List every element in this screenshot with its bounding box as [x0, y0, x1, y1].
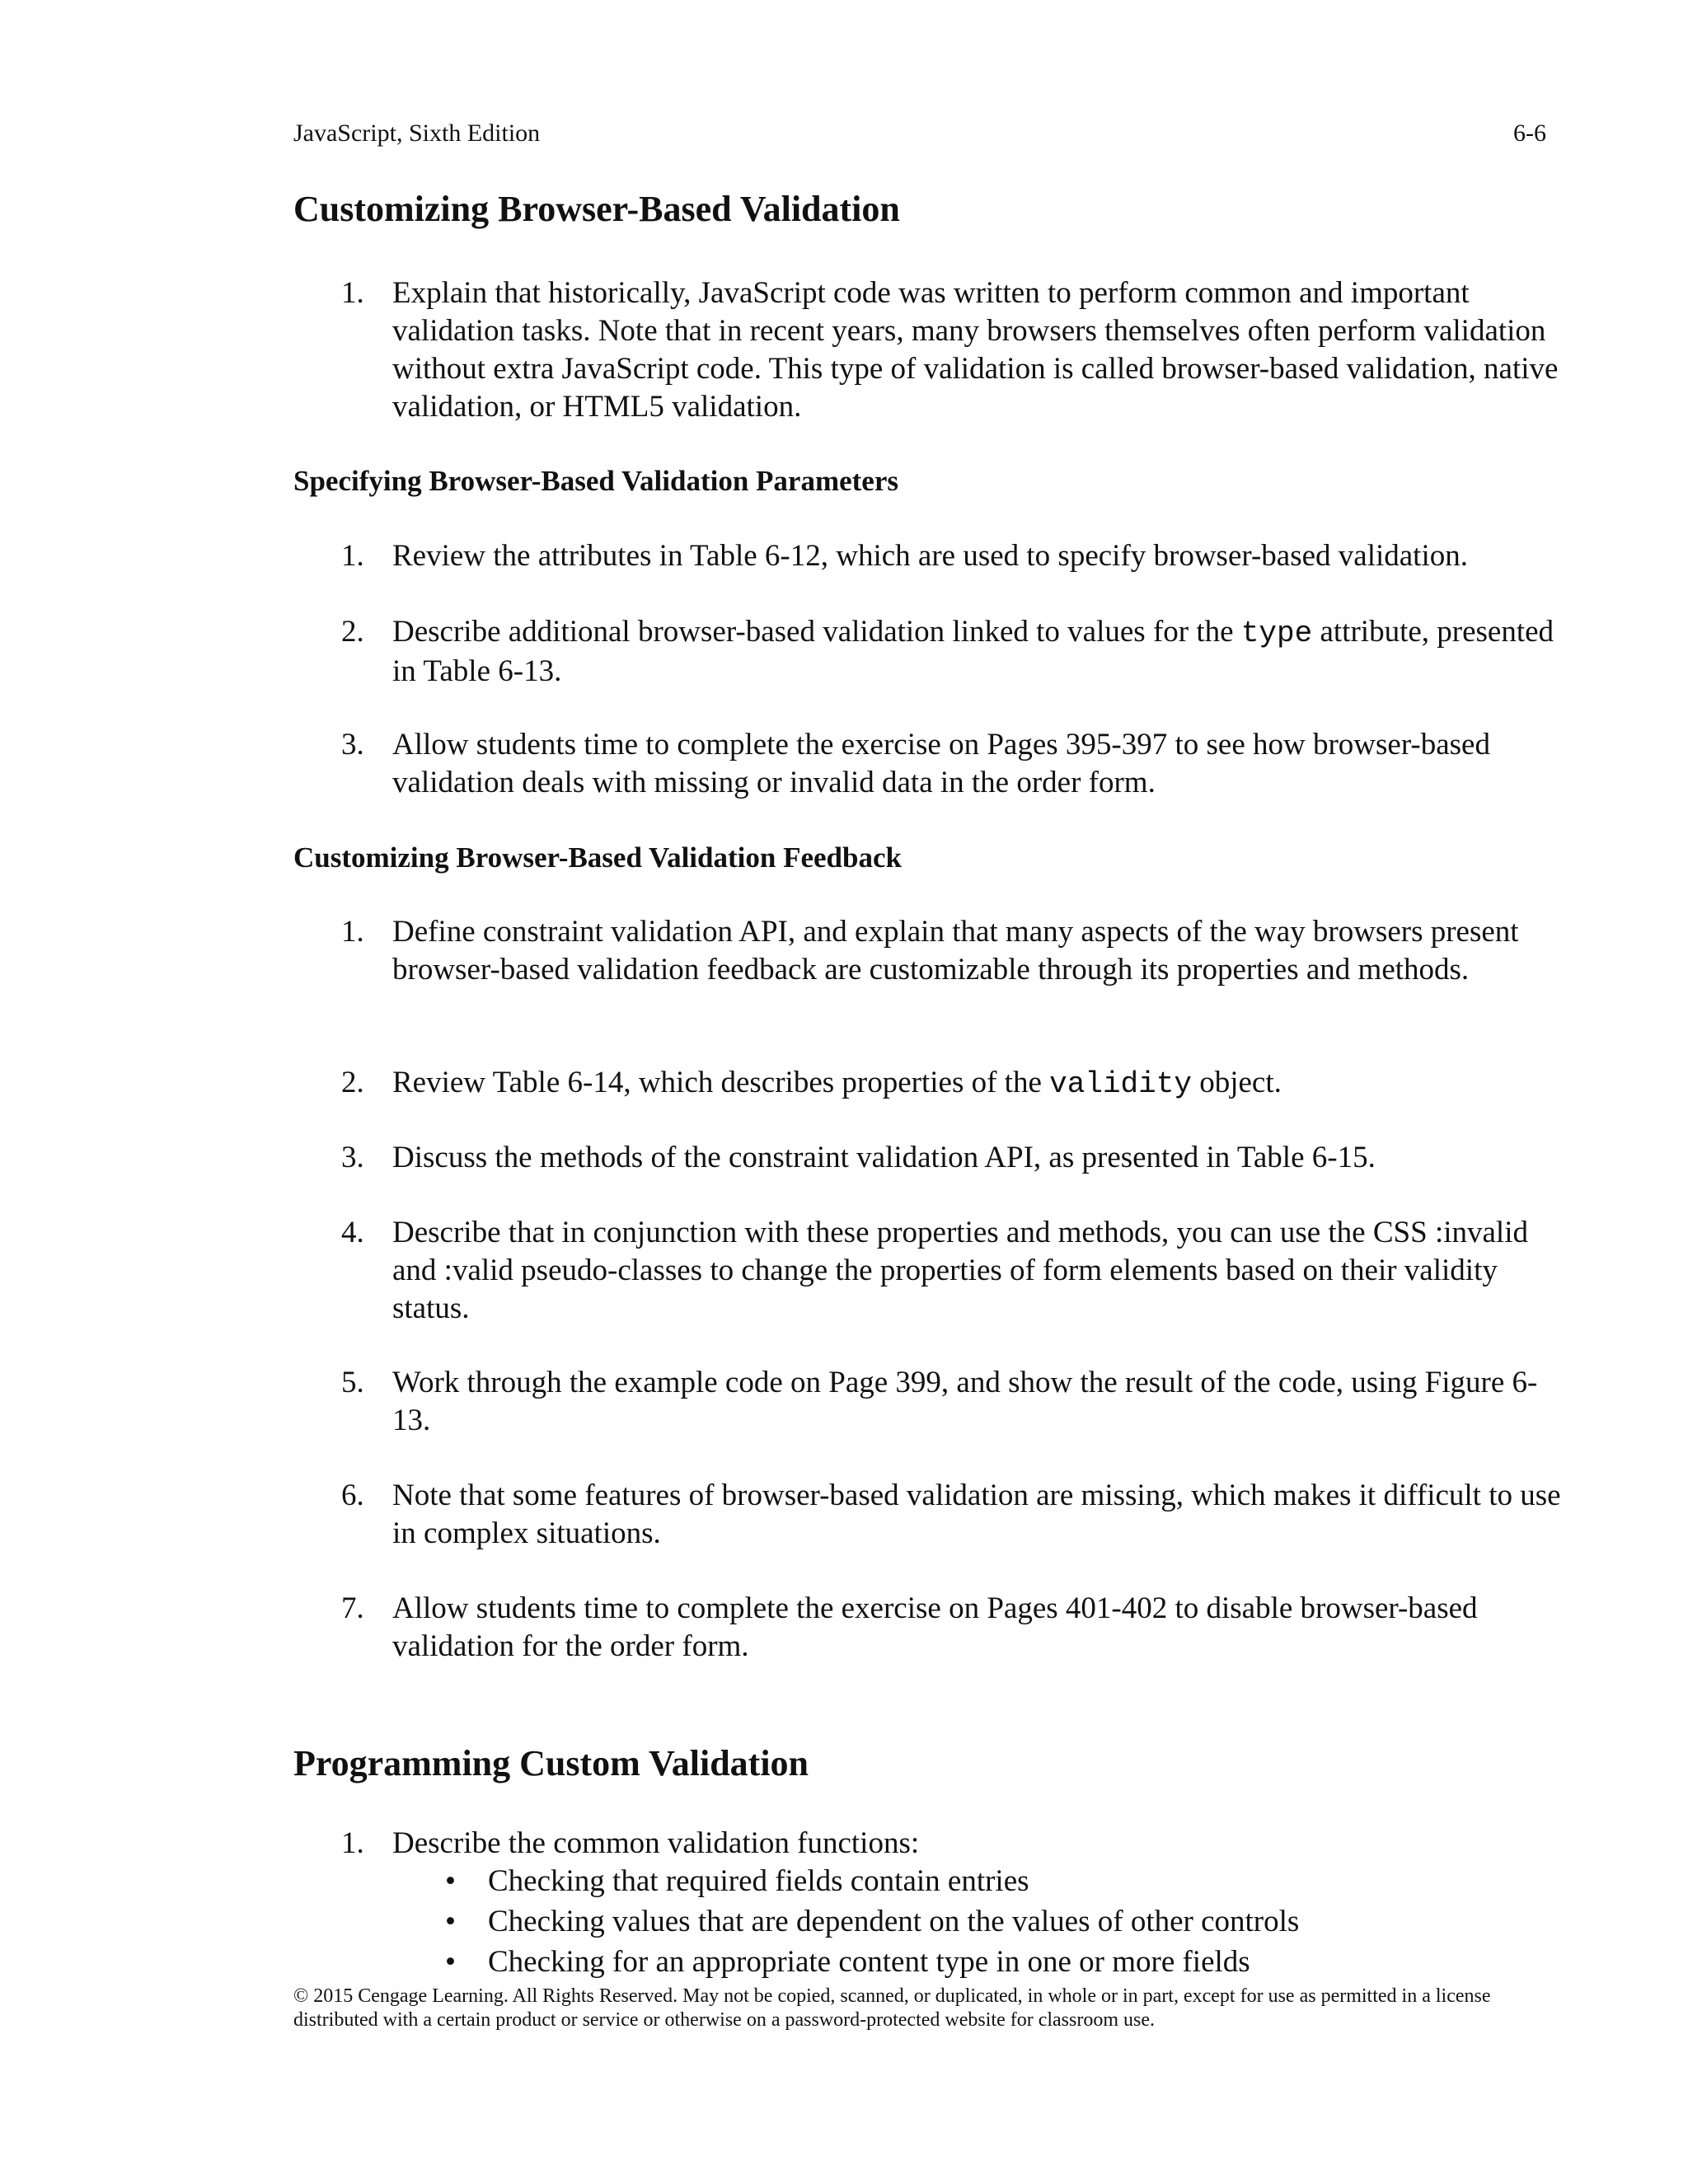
- list-item: [341, 1825, 1561, 1863]
- list-text: Work through the example code on Page 399, and show the result of the code, using Figure 6-13.: [392, 1366, 1538, 1437]
- list-text: Review the attributes in Table 6-12, which are used to specify browser-based validation.: [392, 539, 1468, 573]
- list-number: 1.: [341, 539, 364, 573]
- bullet-icon: •: [445, 1945, 456, 1979]
- list-text: Define constraint validation API, and explain that many aspects of the way browsers present browser-based validation feedback are customizable through its properties and methods.: [392, 915, 1519, 987]
- list-number: 3.: [341, 1141, 364, 1174]
- list-text: Note that some features of browser-based validation are missing, which makes it difficult to use in complex situations.: [392, 1479, 1561, 1550]
- list-text: [392, 613, 1561, 691]
- list-item: [341, 1477, 1561, 1553]
- text-before-code: Describe additional browser-based validation linked to values for the: [392, 615, 1241, 649]
- bullet-item: [442, 1942, 1513, 1982]
- list-number: 7.: [341, 1591, 364, 1625]
- bullet-item: [442, 1901, 1513, 1942]
- list-number: 6.: [341, 1479, 364, 1512]
- list-text: Describe that in conjunction with these properties and methods, you can use the CSS :invalid and :valid pseudo-classes to change the properties of form elements based on their validity status.: [392, 1216, 1528, 1325]
- bullet-text: Checking for an appropriate content type in one or more fields: [488, 1945, 1250, 1979]
- list-text: Allow students time to complete the exercise on Pages 395-397 to see how browser-based validation deals with missing or invalid data in the order form.: [392, 728, 1490, 799]
- subsection-title-feedback: Customizing Browser-Based Validation Feedback: [293, 841, 902, 874]
- section-title-programming: Programming Custom Validation: [293, 1743, 809, 1783]
- list-number: 1.: [341, 276, 364, 310]
- text-after-code: object.: [1191, 1066, 1282, 1099]
- list-text: [392, 1064, 1561, 1104]
- list-number: 2.: [341, 1066, 364, 1099]
- list-number: 3.: [341, 728, 364, 762]
- copyright-footer: © 2015 Cengage Learning. All Rights Reserved. May not be copied, scanned, or duplicated, in whole or in part, except for use as permitted in a license distributed with a certain product or service or otherwise on a password-protected website for classroom use.: [293, 1985, 1491, 2031]
- code-validity: validity: [1049, 1067, 1192, 1101]
- text-before-code: Review Table 6-14, which describes properties of the: [392, 1066, 1050, 1099]
- text-after-code: attribute, presented in Table 6-13.: [392, 615, 1554, 688]
- bullet-list: [442, 1861, 1513, 1982]
- list-text: Allow students time to complete the exercise on Pages 401-402 to disable browser-based validation for the order form.: [392, 1591, 1478, 1663]
- subsection-title-specifying: Specifying Browser-Based Validation Parameters: [293, 465, 898, 497]
- list-item: [341, 613, 1561, 691]
- list-text: Describe the common validation functions:: [392, 1826, 920, 1860]
- page-number: 6-6: [1513, 120, 1546, 147]
- bullet-text: Checking values that are dependent on the values of other controls: [488, 1905, 1300, 1938]
- list-item: [341, 1590, 1561, 1666]
- list-item: [341, 537, 1561, 575]
- list-number: 1.: [341, 1826, 364, 1860]
- list-item: [341, 274, 1561, 426]
- bullet-item: [442, 1861, 1513, 1901]
- code-type: type: [1240, 616, 1313, 650]
- document-page: [293, 0, 1561, 2184]
- list-number: 4.: [341, 1216, 364, 1249]
- section-title-customizing: Customizing Browser-Based Validation: [293, 189, 900, 229]
- list-number: 1.: [341, 915, 364, 949]
- list-item: [341, 1064, 1561, 1104]
- list-item: [341, 726, 1561, 802]
- bullet-icon: •: [445, 1905, 456, 1938]
- bullet-icon: •: [445, 1864, 456, 1898]
- bullet-text: Checking that required fields contain entries: [488, 1864, 1029, 1898]
- list-number: 5.: [341, 1366, 364, 1399]
- list-text: Discuss the methods of the constraint validation API, as presented in Table 6-15.: [392, 1141, 1376, 1174]
- list-item: [341, 1139, 1561, 1177]
- list-item: [341, 1214, 1561, 1328]
- list-text: Explain that historically, JavaScript code was written to perform common and important validation tasks. Note that in recent years, many browsers themselves often perform validation without extra JavaScript code. This type of validation is called browser-based validation, native validation, or HTML5 validation.: [392, 276, 1559, 424]
- list-number: 2.: [341, 615, 364, 649]
- list-item: [341, 913, 1561, 989]
- list-item: [341, 1364, 1561, 1440]
- book-title: JavaScript, Sixth Edition: [293, 120, 541, 147]
